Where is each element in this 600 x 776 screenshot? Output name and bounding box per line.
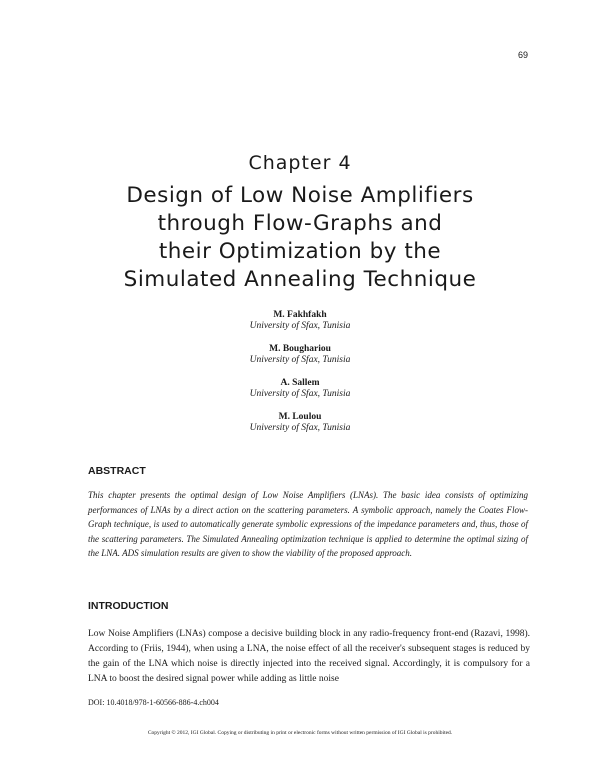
author-affiliation: University of Sfax, Tunisia — [249, 321, 351, 331]
author-affiliation: University of Sfax, Tunisia — [249, 355, 351, 365]
author-name: M. Loulou — [278, 412, 322, 422]
author-block — [0, 412, 600, 434]
copyright-notice: Copyright © 2012, IGI Global. Copying or distributing in print or electronic forms without written permission of IGI Global is prohibited. — [147, 730, 453, 736]
introduction-heading: INTRODUCTION — [88, 600, 169, 612]
author-block — [0, 310, 600, 332]
abstract-heading: ABSTRACT — [88, 465, 146, 477]
introduction-text: Low Noise Amplifiers (LNAs) compose a decisive building block in any radio-frequency front-end (Razavi, 1998). According to (Friis, 1944), when using a LNA, the noise effect of all the receiver's subsequent stages is reduced by the gain of the LNA which noise is directly injected into the received signal. Accordingly, it is compulsory for a LNA to boost the desired signal power while adding as little noise — [88, 629, 530, 684]
title-line: Simulated Annealing Technique — [123, 267, 477, 292]
author-name: M. Fakhfakh — [273, 310, 327, 320]
chapter-label: Chapter 4 — [248, 152, 352, 174]
page-number: 69 — [517, 50, 528, 60]
title-line: through Flow-Graphs and — [157, 211, 443, 236]
author-block — [0, 378, 600, 400]
doi-text: DOI: 10.4018/978-1-60566-886-4.ch004 — [88, 698, 219, 707]
author-block — [0, 344, 600, 366]
author-name: M. Boughariou — [269, 344, 331, 354]
title-line: their Optimization by the — [158, 239, 442, 264]
author-affiliation: University of Sfax, Tunisia — [249, 423, 351, 433]
author-affiliation: University of Sfax, Tunisia — [249, 389, 351, 399]
chapter-title — [60, 182, 540, 294]
author-list — [0, 310, 600, 446]
abstract-text: This chapter presents the optimal design of Low Noise Amplifiers (LNAs). The basic idea consists of optimizing performances of LNAs by a direct action on the scattering parameters. A symbolic approach, namely the Coates Flow-Graph technique, is used to automatically generate symbolic expressions of the impedance parameters and, thus, those of the scattering parameters. The Simulated Annealing optimization technique is applied to determine the optimal sizing of the LNA. ADS simulation results are given to show the viability of the proposed approach. — [88, 490, 528, 558]
title-line: Design of Low Noise Amplifiers — [126, 183, 474, 208]
author-name: A. Sallem — [280, 378, 320, 388]
